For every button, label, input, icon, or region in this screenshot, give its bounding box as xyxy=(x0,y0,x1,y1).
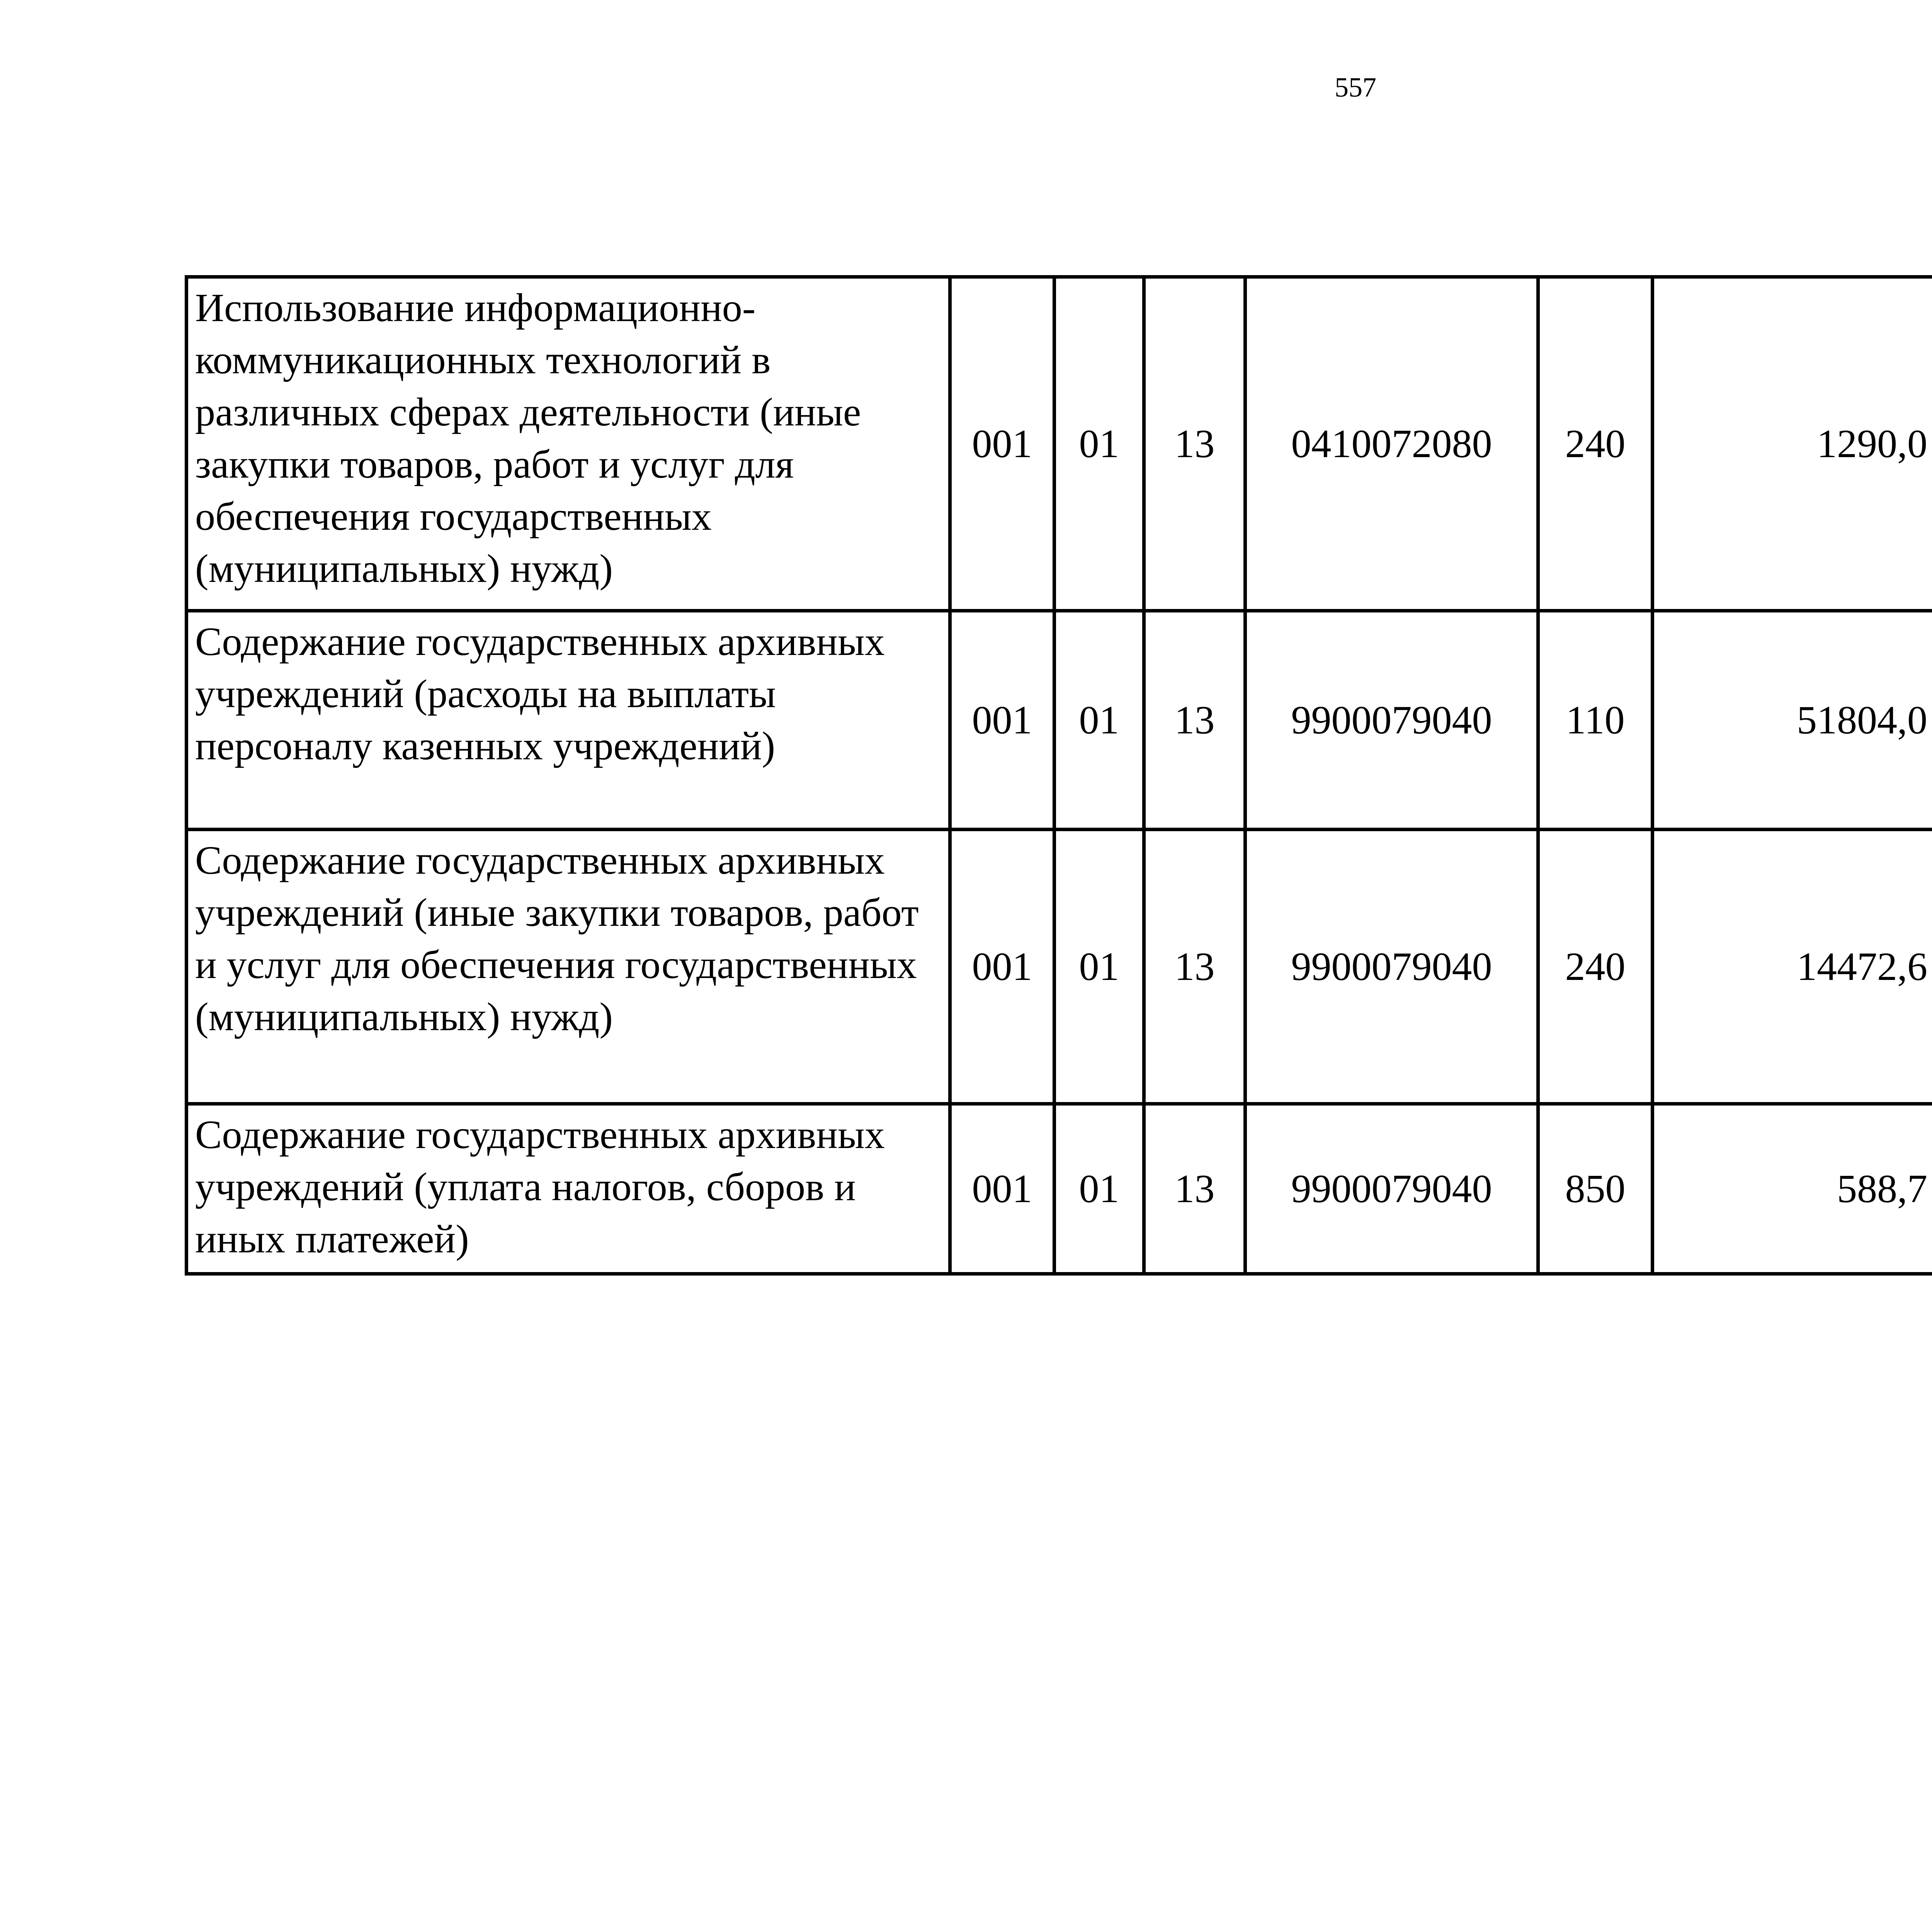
amount-1: 51804,0 xyxy=(1653,611,1932,830)
target-article-code: 0410072080 xyxy=(1245,277,1538,611)
expense-type-code: 240 xyxy=(1538,277,1653,611)
table-row xyxy=(187,830,1932,1104)
section-code: 01 xyxy=(1054,277,1144,611)
subsection-code: 13 xyxy=(1144,830,1245,1104)
target-article-code: 9900079040 xyxy=(1245,830,1538,1104)
page-number: 557 xyxy=(1335,72,1376,103)
section-code: 01 xyxy=(1054,830,1144,1104)
target-article-code: 9900079040 xyxy=(1245,1104,1538,1274)
row-description: Использование информационно-коммуникационных технологий в различных сферах деятельности (иные закупки товаров, работ и услуг для обеспечения государственных (муниципальных) нужд) xyxy=(187,277,950,611)
subsection-code: 13 xyxy=(1144,277,1245,611)
subsection-code: 13 xyxy=(1144,1104,1245,1274)
ministry-code: 001 xyxy=(950,611,1054,830)
amount-1: 14472,6 xyxy=(1653,830,1932,1104)
section-code: 01 xyxy=(1054,1104,1144,1274)
section-code: 01 xyxy=(1054,611,1144,830)
ministry-code: 001 xyxy=(950,830,1054,1104)
table-row xyxy=(187,1104,1932,1274)
expense-type-code: 850 xyxy=(1538,1104,1653,1274)
row-description: Содержание государственных архивных учреждений (иные закупки товаров, работ и услуг для обеспечения государственных (муниципальных) нужд) xyxy=(187,830,950,1104)
target-article-code: 9900079040 xyxy=(1245,611,1538,830)
subsection-code: 13 xyxy=(1144,611,1245,830)
budget-table xyxy=(185,275,1932,1276)
ministry-code: 001 xyxy=(950,277,1054,611)
table-row xyxy=(187,611,1932,830)
table-row xyxy=(187,277,1932,611)
expense-type-code: 110 xyxy=(1538,611,1653,830)
amount-1: 1290,0 xyxy=(1653,277,1932,611)
amount-1: 588,7 xyxy=(1653,1104,1932,1274)
row-description: Содержание государственных архивных учреждений (уплата налогов, сборов и иных платежей) xyxy=(187,1104,950,1274)
row-description: Содержание государственных архивных учреждений (расходы на выплаты персоналу казенных учреждений) xyxy=(187,611,950,830)
ministry-code: 001 xyxy=(950,1104,1054,1274)
expense-type-code: 240 xyxy=(1538,830,1653,1104)
